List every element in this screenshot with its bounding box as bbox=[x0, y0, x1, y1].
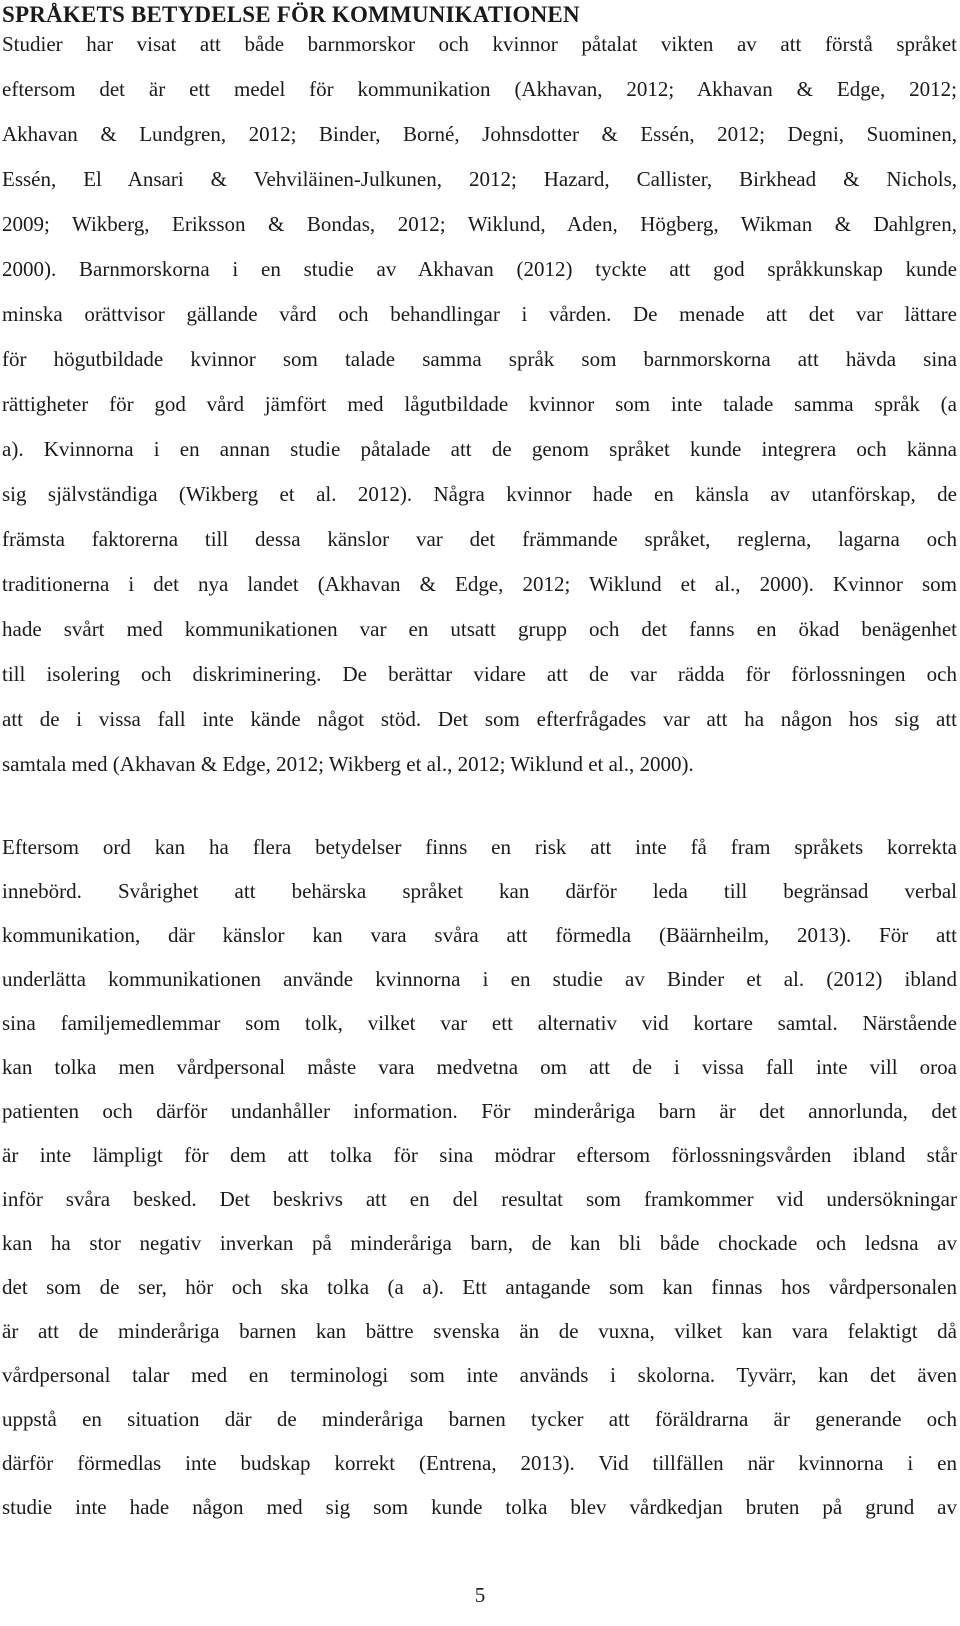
text-line: att de i vissa fall inte kände något stöd. Det som efterfrågades var att ha någon hos sig att bbox=[2, 707, 957, 731]
text-line: sig självständiga (Wikberg et al. 2012). Några kvinnor hade en känsla av utanförskap, de bbox=[2, 482, 957, 506]
text-line: för högutbildade kvinnor som talade samma språk som barnmorskorna att hävda sina bbox=[2, 347, 957, 371]
text-line: främsta faktorerna till dessa känslor var det främmande språket, reglerna, lagarna och bbox=[2, 527, 957, 551]
paragraph-word-meanings bbox=[2, 825, 957, 1529]
text-line: minska orättvisor gällande vård och behandlingar i vården. De menade att det var lättare bbox=[2, 302, 957, 326]
text-line: patienten och därför undanhåller information. För minderåriga barn är det annorlunda, det bbox=[2, 1099, 957, 1123]
text-line: det som de ser, hör och ska tolka (a a). Ett antagande som kan finnas hos vårdpersonalen bbox=[2, 1275, 957, 1299]
text-line: studie inte hade någon med sig som kunde tolka blev vårdkedjan bruten på grund av bbox=[2, 1495, 957, 1519]
text-line: inför svåra besked. Det beskrivs att en del resultat som framkommer vid undersökningar bbox=[2, 1187, 957, 1211]
text-line: vårdpersonal talar med en terminologi som inte används i skolorna. Tyvärr, kan det även bbox=[2, 1363, 957, 1387]
text-line: Akhavan & Lundgren, 2012; Binder, Borné, Johnsdotter & Essén, 2012; Degni, Suominen, bbox=[2, 122, 957, 146]
text-line: är att de minderåriga barnen kan bättre svenska än de vuxna, vilket kan vara felaktigt då bbox=[2, 1319, 957, 1343]
text-line: Studier har visat att både barnmorskor och kvinnor påtalat vikten av att förstå språket bbox=[2, 32, 957, 56]
section-heading: SPRÅKETS BETYDELSE FÖR KOMMUNIKATIONEN bbox=[2, 2, 580, 27]
text-line: kommunikation, där känslor kan vara svåra att förmedla (Bäärnheilm, 2013). För att bbox=[2, 923, 957, 947]
page-number: 5 bbox=[474, 1583, 486, 1607]
text-line: Essén, El Ansari & Vehviläinen-Julkunen, 2012; Hazard, Callister, Birkhead & Nichols, bbox=[2, 167, 957, 191]
text-line: a). Kvinnorna i en annan studie påtalade att de genom språket kunde integrera och känna bbox=[2, 437, 957, 461]
text-line: Eftersom ord kan ha flera betydelser finns en risk att inte få fram språkets korrekta bbox=[2, 835, 957, 859]
text-line: samtala med (Akhavan & Edge, 2012; Wikberg et al., 2012; Wiklund et al., 2000). bbox=[2, 752, 694, 776]
text-line: underlätta kommunikationen använde kvinnorna i en studie av Binder et al. (2012) ibland bbox=[2, 967, 957, 991]
text-line: är inte lämpligt för dem att tolka för sina mödrar eftersom förlossningsvården ibland står bbox=[2, 1143, 957, 1167]
text-line: därför förmedlas inte budskap korrekt (Entrena, 2013). Vid tillfällen när kvinnorna i en bbox=[2, 1451, 957, 1475]
text-line: kan tolka men vårdpersonal måste vara medvetna om att de i vissa fall inte vill oroa bbox=[2, 1055, 957, 1079]
paragraph-language-importance bbox=[2, 22, 957, 787]
text-line: till isolering och diskriminering. De berättar vidare att de var rädda för förlossningen och bbox=[2, 662, 957, 686]
text-line: eftersom det är ett medel för kommunikation (Akhavan, 2012; Akhavan & Edge, 2012; bbox=[2, 77, 957, 101]
text-line: hade svårt med kommunikationen var en utsatt grupp och det fanns en ökad benägenhet bbox=[2, 617, 957, 641]
text-line: kan ha stor negativ inverkan på minderåriga barn, de kan bli både chockade och ledsna av bbox=[2, 1231, 957, 1255]
text-line: 2009; Wikberg, Eriksson & Bondas, 2012; Wiklund, Aden, Högberg, Wikman & Dahlgren, bbox=[2, 212, 957, 236]
text-line: uppstå en situation där de minderåriga barnen tycker att föräldrarna är generande och bbox=[2, 1407, 957, 1431]
text-line: sina familjemedlemmar som tolk, vilket var ett alternativ vid kortare samtal. Närstående bbox=[2, 1011, 957, 1035]
text-line: 2000). Barnmorskorna i en studie av Akhavan (2012) tyckte att god språkkunskap kunde bbox=[2, 257, 957, 281]
text-line: traditionerna i det nya landet (Akhavan & Edge, 2012; Wiklund et al., 2000). Kvinnor som bbox=[2, 572, 957, 596]
text-line: rättigheter för god vård jämfört med lågutbildade kvinnor som inte talade samma språk (a bbox=[2, 392, 957, 416]
text-line: innebörd. Svårighet att behärska språket kan därför leda till begränsad verbal bbox=[2, 879, 957, 903]
